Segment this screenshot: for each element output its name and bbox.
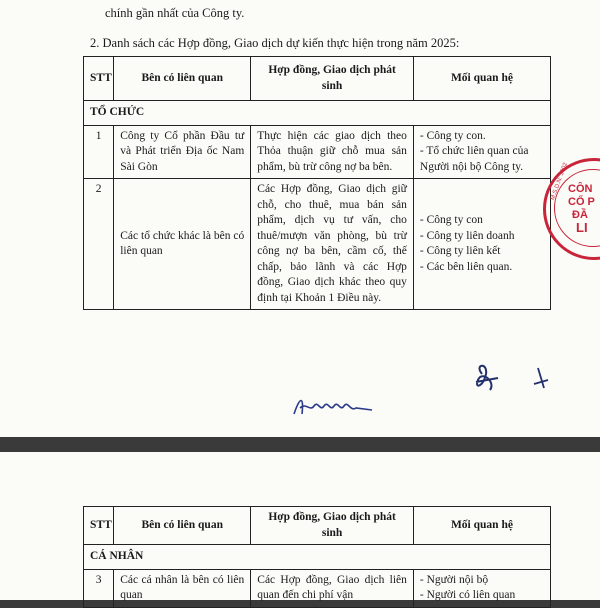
row-relations bbox=[413, 125, 550, 179]
header-stt: STT bbox=[84, 57, 114, 101]
row-party: Các tổ chức khác là bên có liên quan bbox=[114, 179, 251, 310]
transactions-table bbox=[83, 56, 551, 310]
seal-line: CÔN bbox=[568, 183, 593, 195]
table-row bbox=[84, 179, 551, 310]
section-heading: 2. Danh sách các Hợp đồng, Giao dịch dự kiến thực hiện trong năm 2025: bbox=[90, 36, 460, 50]
row-party: Công ty Cổ phần Đầu tư và Phát triển Địa ốc Nam Sài Gòn bbox=[114, 125, 251, 179]
relation-item: - Công ty con. bbox=[419, 129, 486, 142]
relation-item: - Công ty liên doanh bbox=[419, 229, 515, 242]
header-party: Bên có liên quan bbox=[114, 507, 251, 545]
header-relation: Mối quan hệ bbox=[413, 507, 550, 545]
section-label: TỔ CHỨC bbox=[84, 101, 551, 126]
row-transaction: Các Hợp đồng, Giao dịch liên quan đến chi phí vận bbox=[251, 569, 414, 607]
row-party: Các cá nhân là bên có liên quan bbox=[114, 569, 251, 607]
section-row bbox=[84, 545, 551, 570]
row-transaction: Thực hiện các giao dịch theo Thỏa thuận giữ chỗ mua sản phẩm, bù trừ công nợ ba bên. bbox=[251, 125, 414, 179]
relation-item: - Các bên liên quan. bbox=[419, 260, 513, 273]
seal-line: CỔ P bbox=[568, 196, 595, 208]
header-party: Bên có liên quan bbox=[114, 57, 251, 101]
relation-item: - Công ty con bbox=[419, 214, 483, 226]
section-row bbox=[84, 101, 551, 126]
relation-item: - Công ty liên kết bbox=[419, 245, 501, 257]
intro-text: chính gần nhất của Công ty. bbox=[105, 6, 245, 20]
company-seal bbox=[543, 158, 600, 260]
header-relation: Mối quan hệ bbox=[413, 57, 550, 101]
initial-signature bbox=[468, 360, 558, 400]
section-label: CÁ NHÂN bbox=[84, 545, 551, 570]
row-stt: 2 bbox=[84, 179, 114, 310]
table-row bbox=[84, 125, 551, 179]
header-transaction: Hợp đồng, Giao dịch phát sinh bbox=[251, 507, 414, 545]
row-stt: 1 bbox=[84, 125, 114, 179]
header-stt: STT bbox=[84, 507, 114, 545]
handwritten-signature bbox=[290, 392, 380, 422]
seal-line: LI bbox=[576, 220, 588, 235]
relation-item: - Người nội bộ bbox=[419, 573, 489, 586]
table-row bbox=[84, 569, 551, 607]
header-transaction: Hợp đồng, Giao dịch phát sinh bbox=[251, 57, 414, 101]
row-relations bbox=[413, 179, 550, 310]
row-stt: 3 bbox=[84, 569, 114, 607]
relation-item: - Tổ chức liên quan của Người nội bộ Công ty. bbox=[419, 145, 529, 173]
seal-line: ĐẦ bbox=[572, 209, 588, 221]
row-transaction: Các Hợp đồng, Giao dịch giữ chỗ, cho thuê, mua bán sản phẩm, dịch vụ tư vấn, cho thuê/mượn văn phòng, bù trừ công nợ ba bên, cầm cố, thế chấp, bảo lãnh và các Hợp đồng, Giao dịch khác theo quy định tại Khoản 1 Điều này. bbox=[251, 179, 414, 310]
relation-item: - Người có liên quan bbox=[419, 589, 516, 601]
seal-code: M.S.D.N: 3602 bbox=[550, 162, 570, 202]
transactions-table-continued bbox=[83, 506, 551, 608]
row-relations bbox=[413, 569, 550, 607]
